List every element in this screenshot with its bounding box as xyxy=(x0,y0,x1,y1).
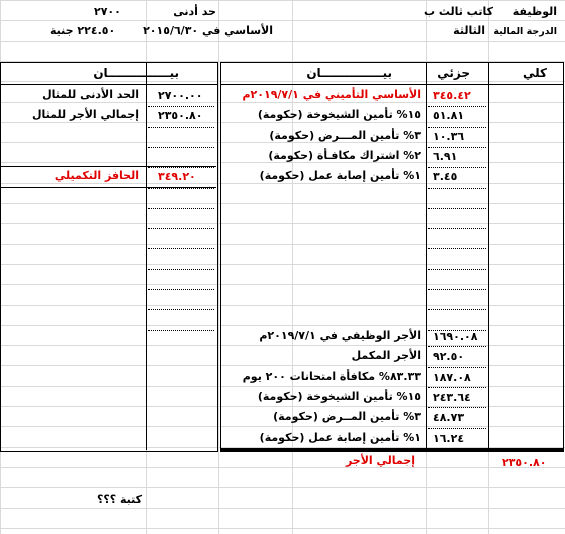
left-row-partial: ٣٤٥.٤٢ xyxy=(433,89,471,102)
left-row-partial: ٦.٩١ xyxy=(433,149,458,163)
footer-writer: كتبة ؟؟؟ xyxy=(96,493,142,506)
right-row-value: ٣٤٩.٢٠ xyxy=(158,170,196,184)
col-desc-header: بيـــــــــــــــان xyxy=(306,66,392,80)
col-partial-header: جزئي xyxy=(437,66,470,80)
lower-row-partial: ٤٨.٧٣ xyxy=(433,411,465,425)
lower-row-partial: ١٦٩٠.٠٨ xyxy=(433,330,478,343)
min-value: ٢٧٠٠ xyxy=(94,5,121,18)
left-row-partial: ٥١.٨١ xyxy=(433,109,465,123)
right-row-label: الحد الأدنى للمثال xyxy=(42,88,139,101)
lower-row-desc: الأجر الوظيفي في ٢٠١٩/٧/١م xyxy=(259,329,421,342)
right-row-label: الحافز التكميلي xyxy=(54,169,139,183)
basic-label: الأساسي في ٢٠١٥/٦/٣٠ xyxy=(143,24,273,37)
lower-row-desc: ١٥% تأمين الشيخوخة (حكومة) xyxy=(257,389,421,403)
left-row-desc: ١% تأمين إصابة عمل (حكومة) xyxy=(259,169,421,183)
left-row-desc: ١٥% تأمين الشيخوخة (حكومة) xyxy=(257,108,421,122)
left-row-desc: الأساسي التأميني في ٢٠١٩/٧/١م xyxy=(242,88,421,101)
basic-value: ٢٢٤.٥٠ جنية xyxy=(50,24,116,37)
min-label: حد أدنى xyxy=(173,5,216,18)
left-row-desc: ٣% تأمين المـــرض (حكومة) xyxy=(269,128,421,142)
right-row-label: إجمالي الأجر للمثال xyxy=(31,108,139,122)
lower-row-desc: ٣% تأمين المــرض (حكومة) xyxy=(273,410,421,424)
grade-value: الثالثة xyxy=(453,24,485,37)
grade-label: الدرجة المالية xyxy=(493,26,557,37)
lower-row-partial: ١٨٧.٠٨ xyxy=(433,370,471,384)
lower-row-partial: ٢٤٣.٦٤ xyxy=(433,390,471,404)
job-label: الوظيفة xyxy=(512,5,557,18)
job-value: كاتب ثالث ب xyxy=(423,5,493,18)
grand-total-value: ٢٣٥٠.٨٠ xyxy=(502,456,547,469)
right-row-value: ٢٧٠٠.٠٠ xyxy=(158,89,203,102)
lower-row-desc: ١% تأمين إصابة عمل (حكومة) xyxy=(259,430,421,444)
right-row-value: ٢٣٥٠.٨٠ xyxy=(158,109,203,123)
right-col-header: بيـــــــــــــــان xyxy=(93,66,179,80)
col-total-header: كلي xyxy=(522,66,547,80)
lower-row-desc: ٨٣.٣٣% مكافأة امتحانات ٢٠٠ يوم xyxy=(242,369,421,383)
lower-row-desc: الأجر المكمل xyxy=(351,349,421,363)
lower-row-partial: ١٦.٢٤ xyxy=(433,431,465,445)
left-row-partial: ١٠.٣٦ xyxy=(433,129,465,143)
grand-total-label: إجمالي الأجر xyxy=(345,454,415,467)
lower-row-partial: ٩٢.٥٠ xyxy=(433,350,465,364)
left-row-desc: ٢% اشتراك مكافـأة (حكومة) xyxy=(268,148,421,162)
left-row-partial: ٣.٤٥ xyxy=(433,170,458,184)
